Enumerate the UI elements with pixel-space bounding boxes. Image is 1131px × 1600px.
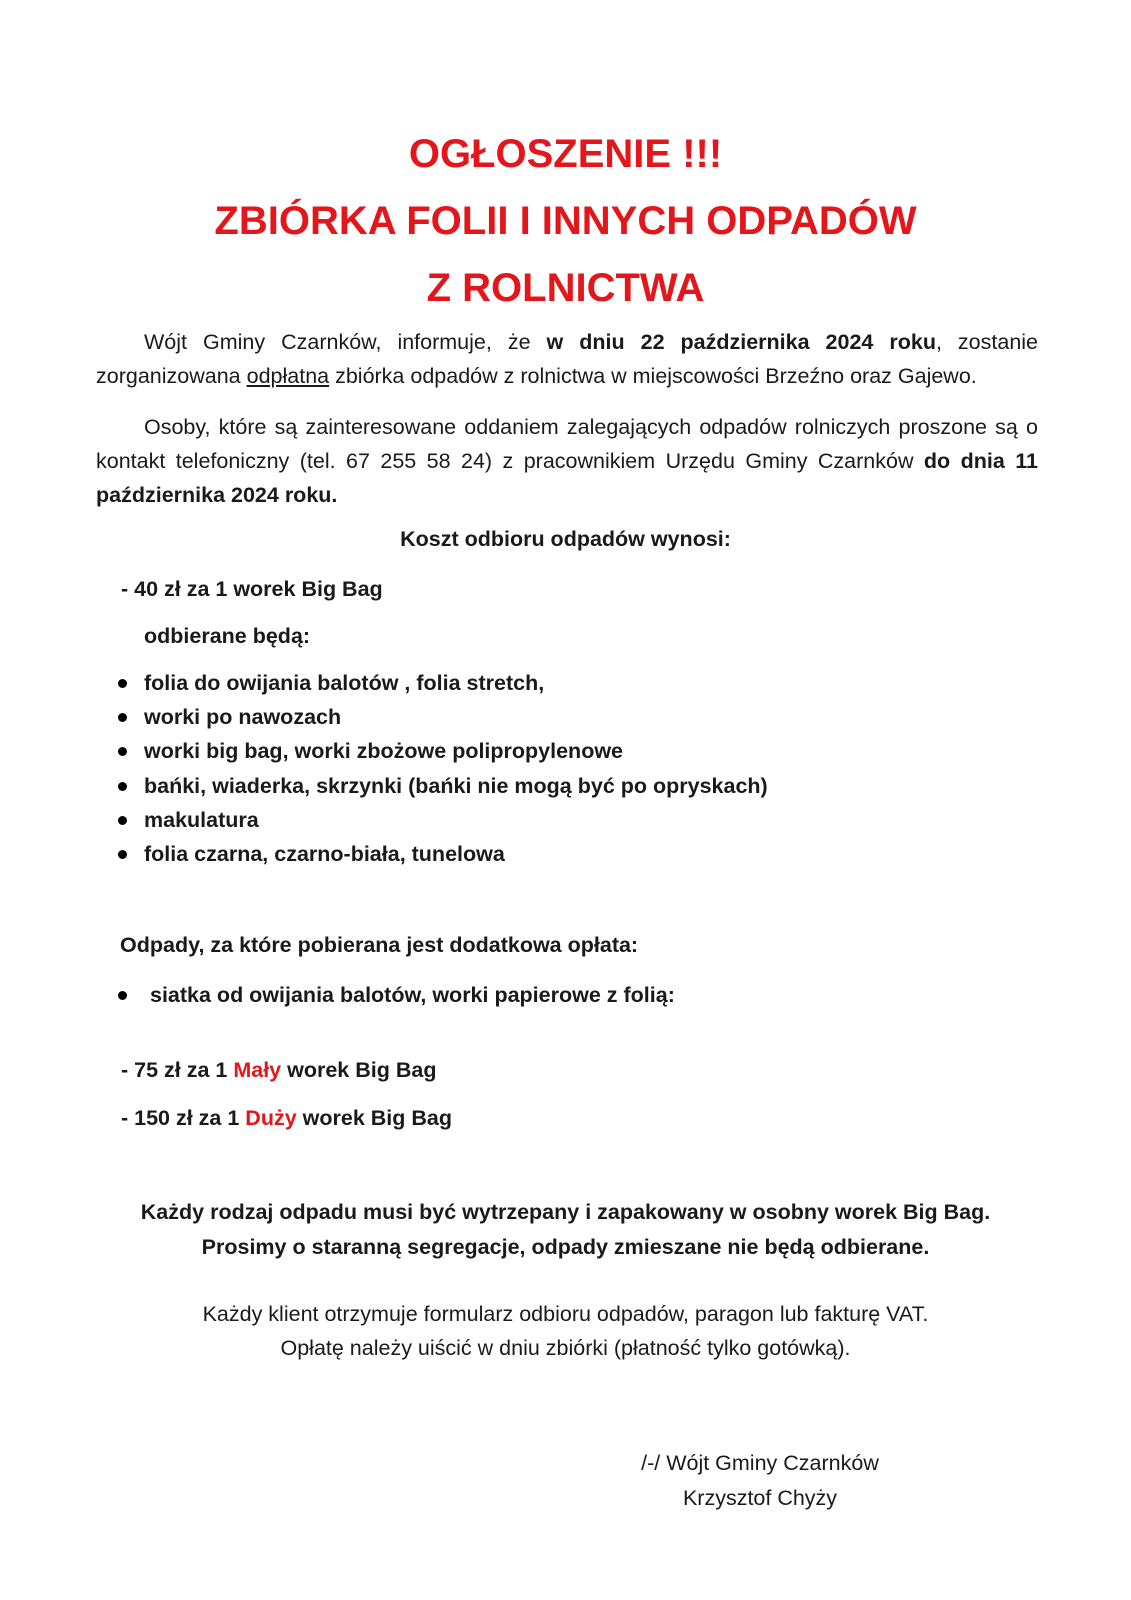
bullet-icon [118, 679, 127, 688]
bullet-icon [118, 991, 127, 1000]
list-item [118, 979, 675, 1011]
list-item [118, 803, 768, 837]
payment-info: Opłatę należy uiścić w dniu zbiórki (płatność tylko gotówką). [280, 1336, 851, 1360]
deadline-date: do dnia 11 października 2024 roku. [96, 449, 1038, 507]
paid-underlined: odpłatna [246, 364, 330, 388]
intro-p1-text-c: zbiórka odpadów z rolnictwa w miejscowości Brzeźno oraz Gajewo. [329, 364, 977, 388]
intro-p2-text: Osoby, które są zainteresowane oddaniem zalegających odpadów rolniczych proszone są o kontakt telefoniczny (tel. 67 255 58 24) z pracownikiem Urzędu Gminy Czarnków [96, 415, 1038, 473]
list-item-text: makulatura [144, 807, 259, 832]
bullet-icon [118, 713, 127, 722]
collected-items-label: odbierane będą: [144, 624, 311, 648]
bullet-icon [118, 782, 127, 791]
list-item [118, 666, 768, 700]
list-item [118, 700, 768, 734]
bullet-icon [118, 850, 127, 859]
list-item [118, 769, 768, 803]
packing-requirement: Każdy rodzaj odpadu musi być wytrzepany i zapakowany w osobny worek Big Bag. [140, 1200, 991, 1224]
size-large-label: Duży [245, 1106, 297, 1130]
price-small-bag [121, 1055, 436, 1085]
list-item-text: siatka od owijania balotów, worki papierowe z folią: [150, 983, 675, 1007]
list-item-text: folia do owijania balotów , folia stretch, [144, 671, 545, 695]
extra-fee-heading: Odpady, za które pobierana jest dodatkowa opłata: [120, 933, 639, 957]
price-large-text-b: worek Big Bag [296, 1106, 452, 1130]
announcement-subtitle-1: ZBIÓRKA FOLII I INNYCH ODPADÓW [214, 199, 917, 243]
intro-p1-text-a: Wójt Gminy Czarnków, informuje, że [144, 330, 547, 354]
intro-paragraph-2 [96, 410, 1038, 512]
extra-fee-list [118, 979, 675, 1011]
price-small-text-a: - 75 zł za 1 [121, 1058, 234, 1082]
list-item-text: bańki, wiaderka, skrzynki (bańki nie mogą być po opryskach) [144, 773, 768, 798]
price-small-text-b: worek Big Bag [281, 1058, 437, 1082]
announcement-title: OGŁOSZENIE !!! [408, 132, 723, 176]
list-item-text: folia czarna, czarno-biała, tunelowa [144, 842, 505, 867]
segregation-request: Prosimy o staranną segregacje, odpady zmieszane nie będą odbierane. [201, 1235, 930, 1259]
collection-date: w dniu 22 października 2024 roku [546, 330, 936, 354]
bullet-icon [118, 816, 127, 825]
price-large-text-a: - 150 zł za 1 [121, 1106, 246, 1130]
announcement-subtitle-2: Z ROLNICTWA [426, 266, 705, 310]
list-item [118, 837, 768, 871]
intro-paragraph-1 [96, 325, 1038, 393]
signature-name: Krzysztof Chyży [682, 1486, 838, 1510]
price-standard-bag: - 40 zł za 1 worek Big Bag [121, 577, 383, 601]
size-small-label: Mały [233, 1058, 282, 1082]
receipt-info: Każdy klient otrzymuje formularz odbioru odpadów, paragon lub fakturę VAT. [202, 1302, 929, 1326]
bullet-icon [118, 747, 127, 756]
collected-items-list [118, 666, 768, 871]
list-item-text: worki big bag, worki zbożowe polipropylenowe [144, 739, 624, 764]
list-item-text: worki po nawozach [144, 705, 342, 730]
signature-title: /-/ Wójt Gminy Czarnków [641, 1451, 879, 1475]
price-large-bag [121, 1103, 452, 1133]
cost-heading: Koszt odbioru odpadów wynosi: [400, 527, 731, 551]
list-item [118, 734, 768, 768]
intro-p1-text-b: , zostanie zorganizowana [96, 330, 1039, 388]
